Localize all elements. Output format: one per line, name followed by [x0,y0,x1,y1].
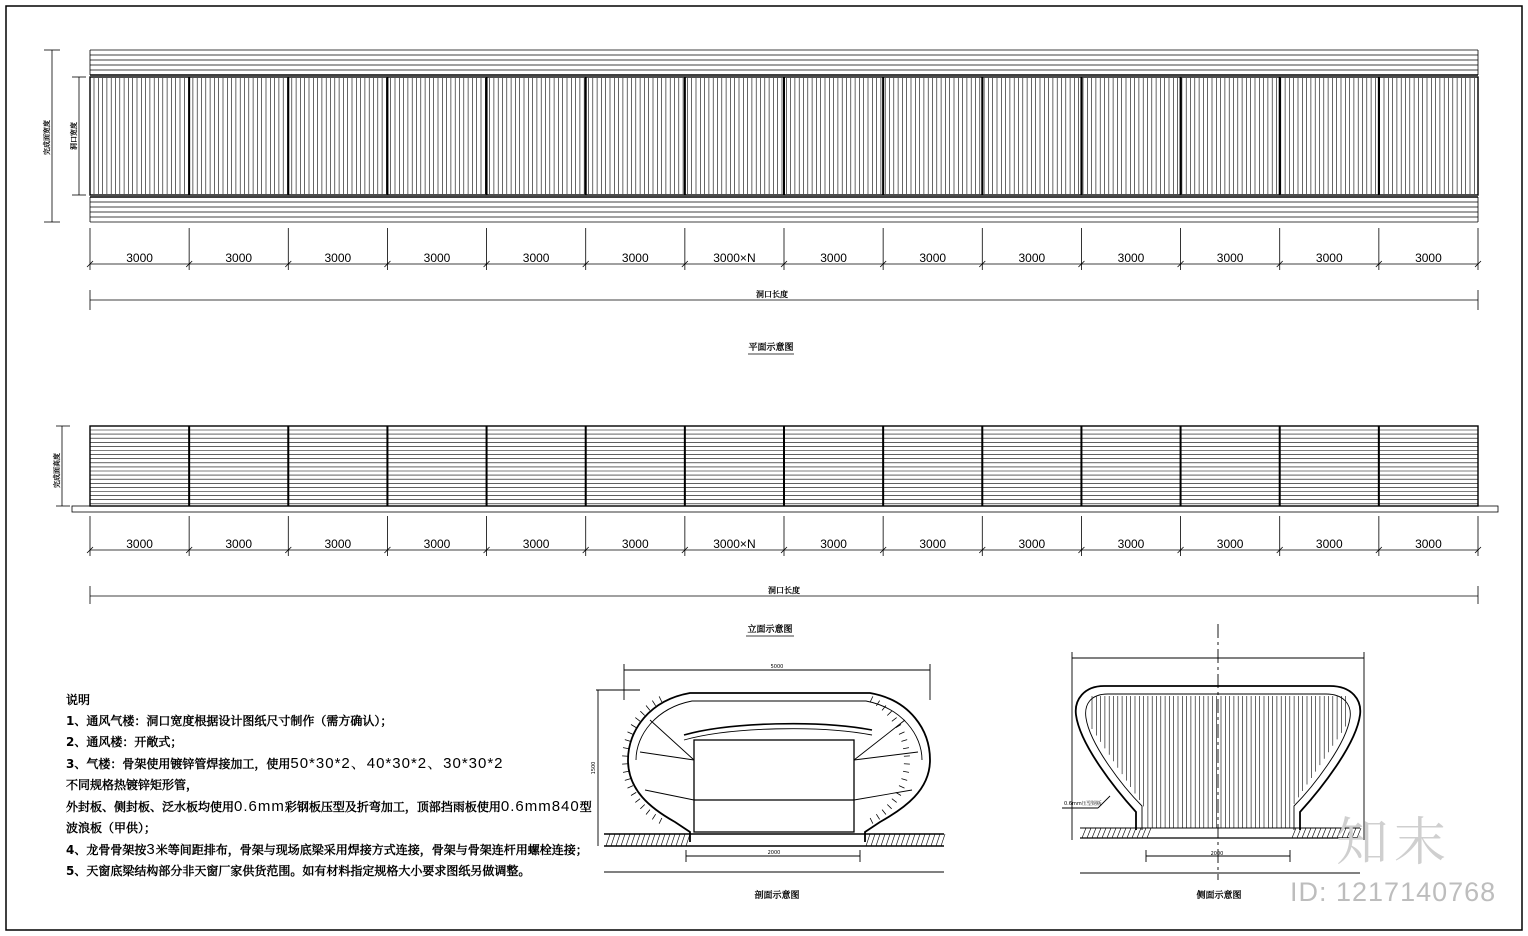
plan-span-label: 3000 [1415,251,1442,265]
watermark-id: ID: 1217140768 [1290,877,1497,907]
plan-span-label: 3000 [1315,251,1343,265]
notes-title: 说明 [66,693,91,707]
elevation-span-label: 3000 [1018,537,1046,551]
plan-caption: 平面示意图 [748,343,794,353]
plan-left-outer-label: 完成面宽度 [43,120,51,155]
plan-span-label: 3000 [820,251,847,265]
elevation-span-label: 3000 [621,537,649,551]
note-line-6: 波浪板（甲供）； [66,821,157,835]
elevation-left-label: 完成面高度 [53,453,61,488]
elevation-span-label: 3000 [919,537,947,551]
section-view [596,664,945,872]
note-line-5: 外封板、侧封板、泛水板均使用0.6mm彩钢板压型及折弯加工，顶部挡雨板使用0.6mm840型 [66,798,592,815]
note-line-3: 3、气楼：骨架使用镀锌管焊接加工，使用50*30*2、40*30*2、30*30*2 [66,755,504,772]
side-panel-label: 0.6mm压型钢板 [1064,801,1102,807]
section-bottom-dim: 2000 [767,850,781,856]
plan-span-label: 3000 [324,251,352,265]
plan-span-label: 3000 [225,251,253,265]
watermark-logo: 知末 [1336,813,1453,873]
section-caption: 剖面示意图 [754,891,800,901]
plan-span-label: 3000×N [713,251,756,265]
plan-span-label: 3000 [423,251,451,265]
elevation-span-label: 3000 [1315,537,1343,551]
plan-span-label: 3000 [1216,251,1244,265]
plan-left-inner-label: 洞口宽度 [70,122,78,150]
elevation-span-label: 3000 [225,537,253,551]
elevation-caption: 立面示意图 [747,625,793,635]
plan-span-label: 3000 [621,251,649,265]
side-bottom-dim: 2000 [1210,851,1224,857]
elevation-span-label: 3000 [1117,537,1145,551]
note-line-2: 2、通风楼：开敞式； [66,735,183,749]
elevation-view [56,426,1498,636]
elevation-span-label: 3000 [522,537,550,551]
elevation-span-label: 3000 [324,537,352,551]
plan-span-label: 3000 [126,251,153,265]
elevation-span-label: 3000 [126,537,153,551]
side-view [1062,624,1364,880]
note-line-7: 4、龙骨骨架按3米等间距排布，骨架与现场底梁采用焊接方式连接，骨架与骨架连杆用螺栓连接； [66,841,588,858]
elevation-span-label: 3000 [1415,537,1442,551]
notes-block [66,690,592,882]
elevation-span-label: 3000 [820,537,847,551]
elevation-total-label: 洞口长度 [768,586,800,595]
section-height-dim: 1500 [591,761,597,775]
plan-span-label: 3000 [919,251,947,265]
plan-total-label: 洞口长度 [756,290,788,299]
side-caption: 侧面示意图 [1196,891,1242,901]
elevation-span-label: 3000×N [713,537,756,551]
plan-span-label: 3000 [522,251,550,265]
note-line-8: 5、天窗底梁结构部分非天窗厂家供货范围。如有材料指定规格大小要求图纸另做调整。 [66,864,531,878]
note-line-4: 不同规格热镀锌矩形管， [66,778,199,792]
note-line-1: 1、通风气楼：洞口宽度根据设计图纸尺寸制作（需方确认）； [66,714,393,728]
elevation-span-label: 3000 [423,537,451,551]
plan-span-label: 3000 [1018,251,1046,265]
section-top-dim: 5000 [770,664,784,670]
plan-span-label: 3000 [1117,251,1145,265]
elevation-span-label: 3000 [1216,537,1244,551]
plan-view [44,50,1481,354]
